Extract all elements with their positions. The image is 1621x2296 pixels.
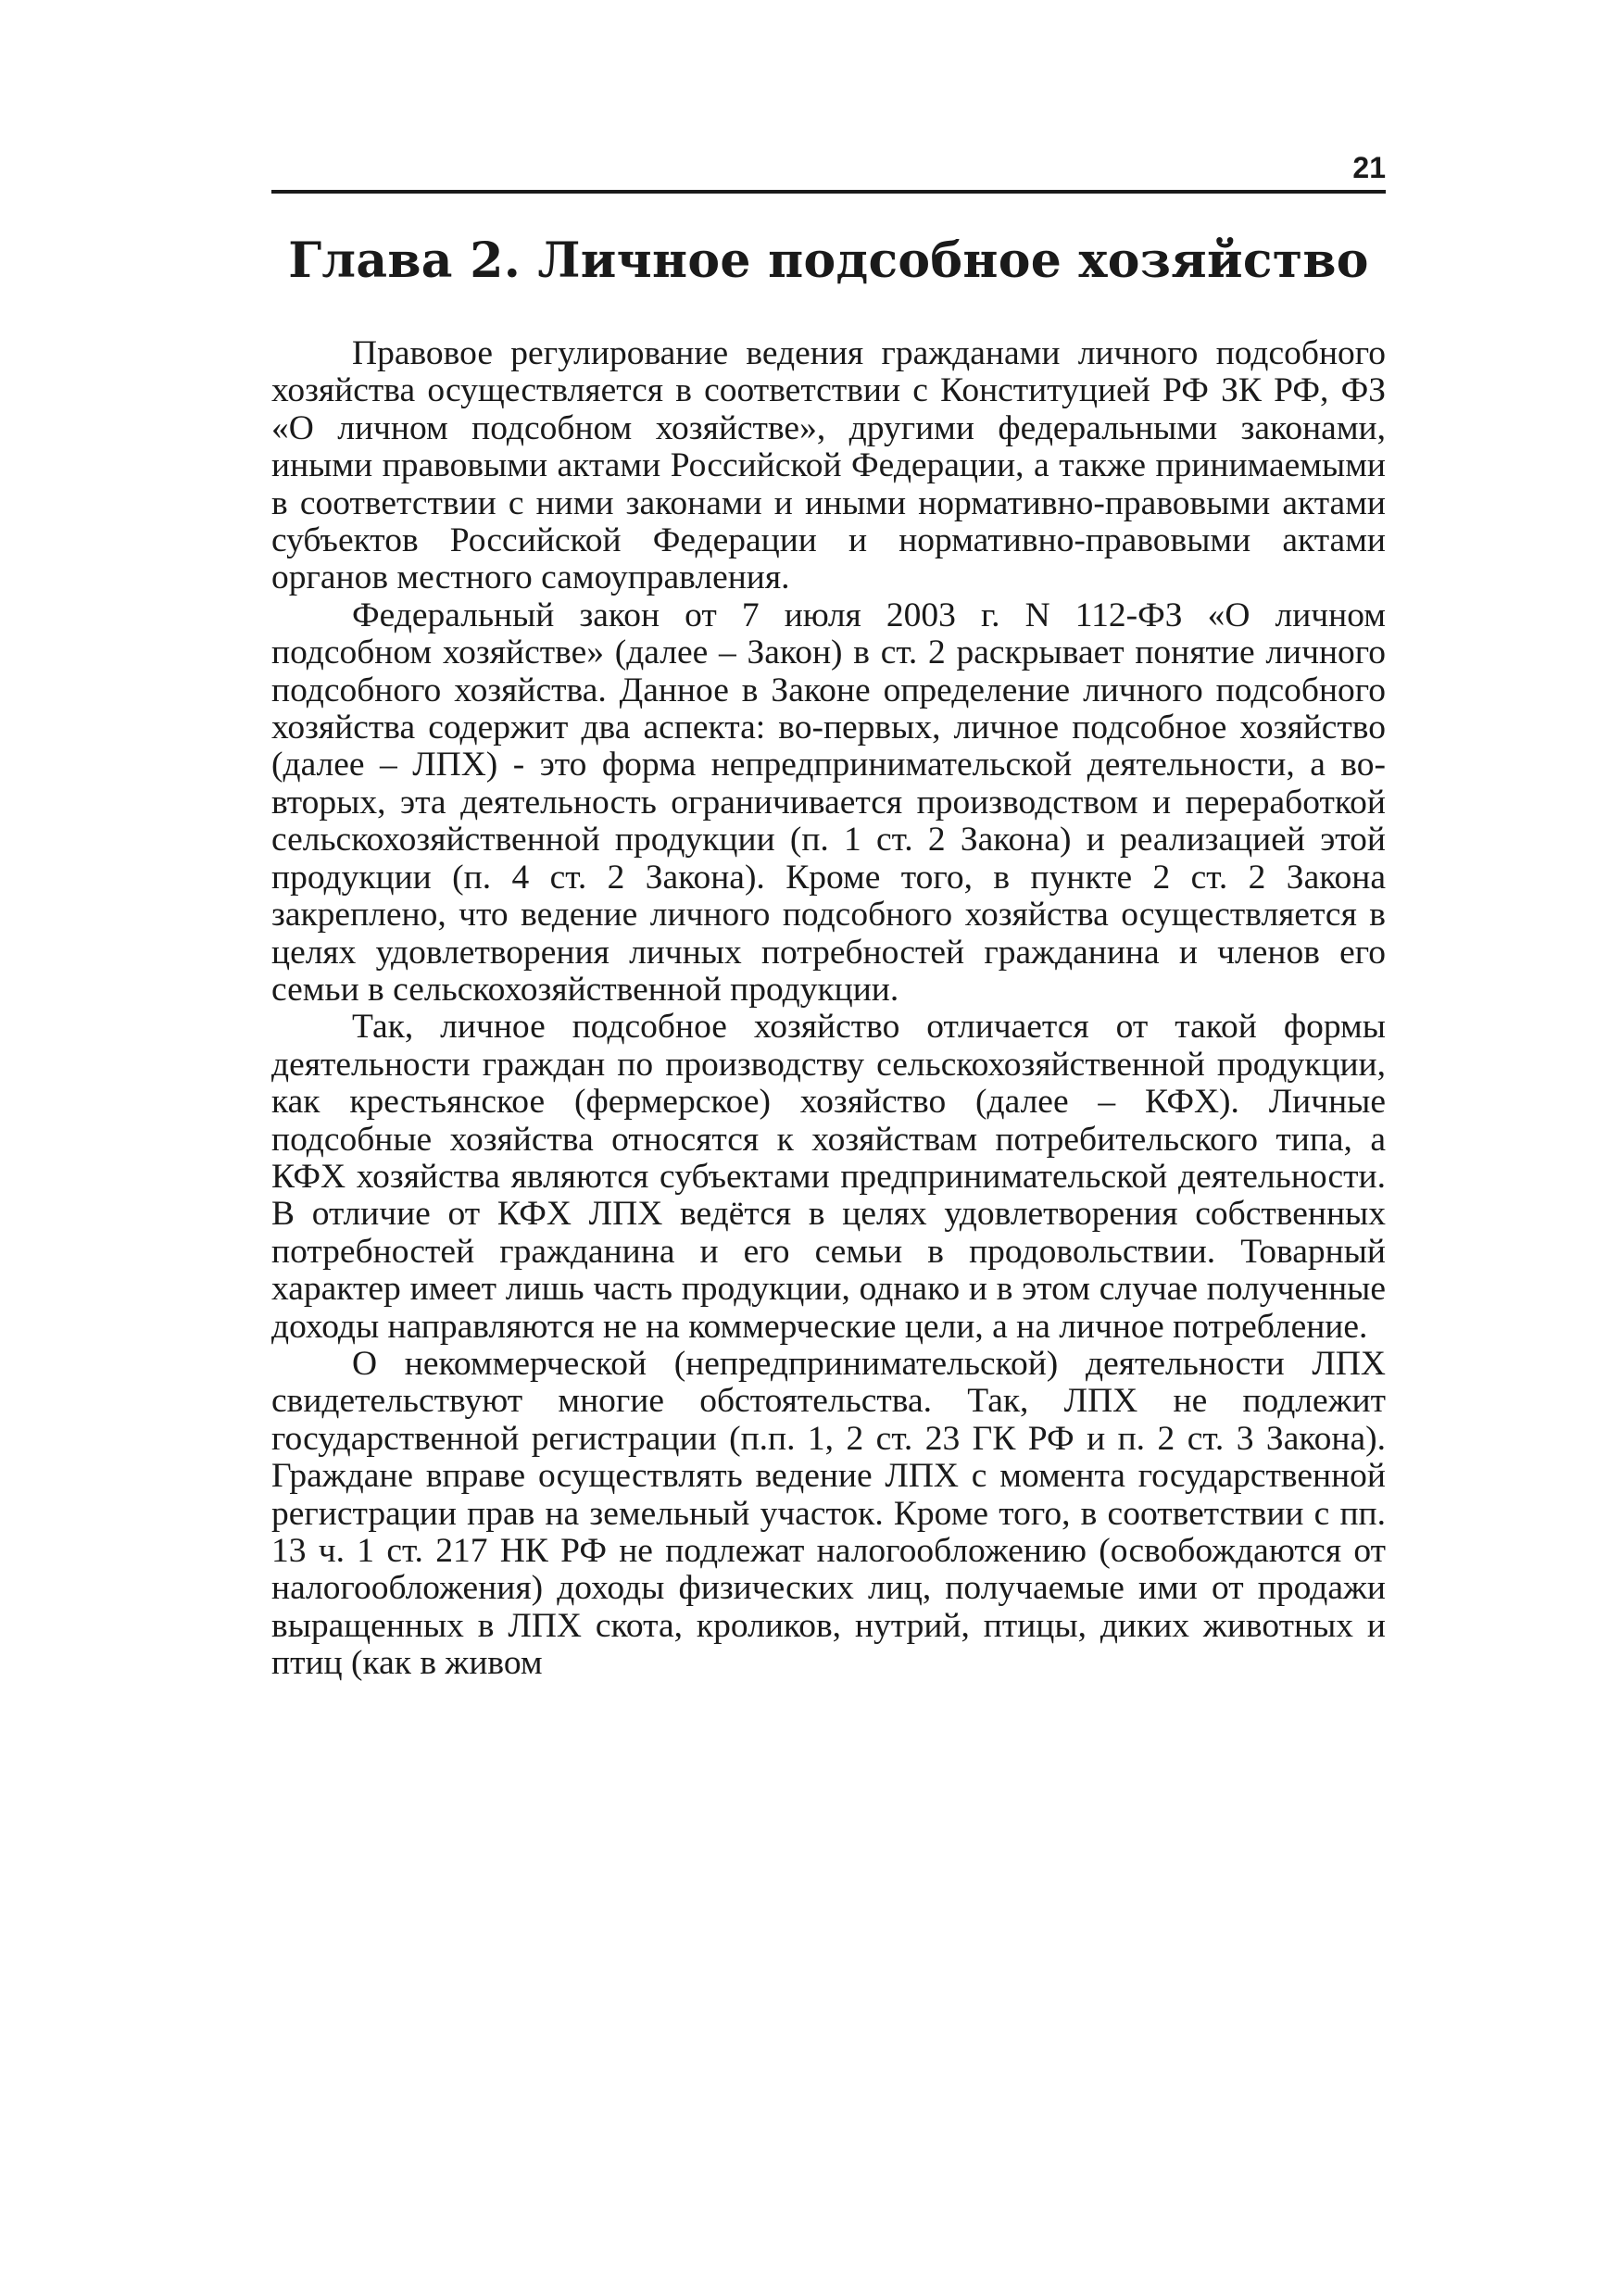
paragraph-4: О некоммерческой (непредпринимательской) деятельности ЛПХ свидетельствуют многие обстоятельства. Так, ЛПХ не подлежит государственной регистрации (п.п. 1, 2 ст. 23 ГК РФ и п. 2 ст. 3 Закона). Граждане вправе осуществлять ведение ЛПХ с момента государственной регистрации прав на земельный участок. Кроме того, в соответствии с пп. 13 ч. 1 ст. 217 НК РФ не подлежат налогообложению (освобождаются от налогообложения) доходы физических лиц, получаемые ими от продажи выращенных в ЛПХ скота, кроликов, нутрий, птицы, диких животных и птиц (как в живом (271, 1344, 1386, 1683)
header-rule (271, 190, 1386, 194)
paragraph-3: Так, личное подсобное хозяйство отличается от такой формы деятельности граждан по производству сельскохозяйственной продукции, как крестьянское (фермерское) хозяйство (далее – КФХ). Личные подсобные хозяйства относятся к хозяйствам потребительского типа, а КФХ хозяйства являются субъектами предпринимательской деятельности. В отличие от КФХ ЛПХ ведётся в целях удовлетворения собственных потребностей гражданина и его семьи в продовольствии. Товарный характер имеет лишь часть продукции, однако и в этом случае полученные доходы направляются не на коммерческие цели, а на личное потребление. (271, 1008, 1386, 1346)
paragraph-1: Правовое регулирование ведения гражданами личного подсобного хозяйства осуществляется в соответствии с Конституцией РФ ЗК РФ, ФЗ «О личном подсобном хозяйстве», другими федеральными законами, иными правовыми актами Российской Федерации, а также принимаемыми в соответствии с ними законами и иными нормативно-правовыми актами субъектов Российской Федерации и нормативно-правовыми актами органов местного самоуправления. (271, 334, 1386, 597)
paragraph-2: Федеральный закон от 7 июля 2003 г. N 112-ФЗ «О личном подсобном хозяйстве» (далее – Закон) в ст. 2 раскрывает понятие личного подсобного хозяйства. Данное в Законе определение личного подсобного хозяйства содержит два аспекта: во-первых, личное подсобное хозяйство (далее – ЛПХ) - это форма непредпринимательской деятельности, а во-вторых, эта деятельность ограничивается производством и переработкой сельскохозяйственной продукции (п. 1 ст. 2 Закона) и реализацией этой продукции (п. 4 ст. 2 Закона). Кроме того, в пункте 2 ст. 2 Закона закреплено, что ведение личного подсобного хозяйства осуществляется в целях удовлетворения личных потребностей гражданина и членов его семьи в сельскохозяйственной продукции. (271, 596, 1386, 1009)
chapter-title: Глава 2. Личное подсобное хозяйство (288, 232, 1369, 289)
page-number: 21 (1352, 151, 1386, 184)
body-text (271, 335, 1386, 1683)
